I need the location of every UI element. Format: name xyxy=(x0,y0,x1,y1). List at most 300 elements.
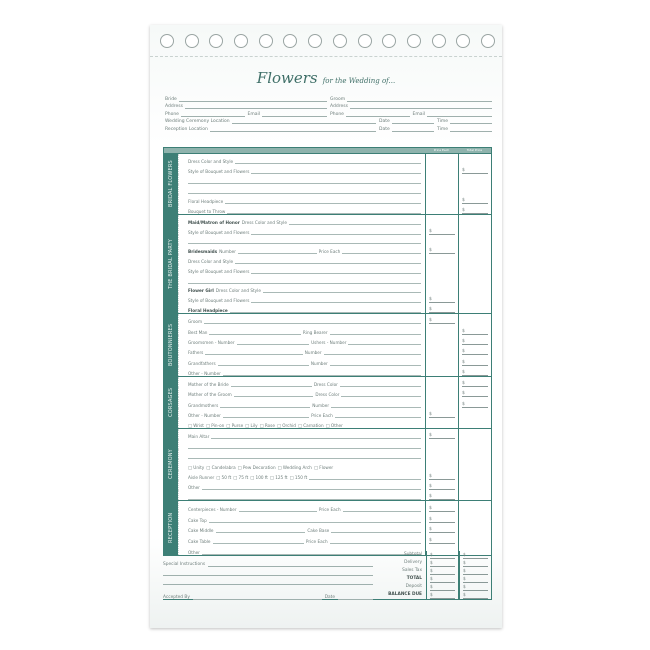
table-row xyxy=(178,194,491,204)
field-label: Style of Bouquet and Flowers xyxy=(188,229,250,235)
row-fields[interactable] xyxy=(178,235,425,245)
table-row xyxy=(178,303,491,313)
input-line[interactable] xyxy=(392,118,434,124)
contact-fields xyxy=(165,94,492,132)
input-line[interactable] xyxy=(163,579,373,585)
amount-field[interactable]: $ xyxy=(463,553,488,559)
checkbox-option[interactable]: □ Orchid xyxy=(276,422,296,428)
total-field[interactable]: $ xyxy=(462,360,488,366)
total-price-cell xyxy=(458,215,491,225)
total-field[interactable]: $ xyxy=(462,349,488,355)
section-rows xyxy=(178,215,491,313)
total-field[interactable]: $ xyxy=(462,208,488,214)
total-price-cell[interactable] xyxy=(458,194,491,204)
field-label: Reception Location xyxy=(165,126,208,132)
price-field[interactable]: $ xyxy=(429,433,455,439)
total-price-cell xyxy=(458,418,491,428)
header-field[interactable] xyxy=(437,126,492,132)
section-bridal-flowers xyxy=(164,153,491,214)
amount-cell[interactable] xyxy=(426,583,459,591)
row-fields[interactable] xyxy=(178,194,425,204)
total-field[interactable]: $ xyxy=(462,402,488,408)
amount-field[interactable]: $ xyxy=(430,553,455,559)
total-price-cell[interactable] xyxy=(458,164,491,174)
input-line[interactable] xyxy=(163,570,373,576)
row-fields[interactable] xyxy=(178,449,425,459)
table-row xyxy=(178,264,491,274)
total-price-cell xyxy=(458,235,491,245)
amount-field[interactable]: $ xyxy=(463,585,488,591)
price-field[interactable]: $ xyxy=(429,318,455,324)
binder-hole-icon xyxy=(185,34,199,48)
special-instructions-field[interactable] xyxy=(163,561,373,567)
row-heading: Floral Headpiece xyxy=(188,307,228,313)
price-each-cell xyxy=(425,204,458,214)
field-label: Number xyxy=(310,360,328,366)
amount-cell[interactable] xyxy=(426,567,459,575)
price-field[interactable]: $ xyxy=(429,494,455,500)
field-label: Wedding Ceremony Location xyxy=(165,119,230,124)
total-price-cell xyxy=(458,490,491,500)
price-field[interactable]: $ xyxy=(429,506,455,512)
total-field[interactable]: $ xyxy=(462,339,488,345)
amount-field[interactable]: $ xyxy=(430,569,455,575)
price-each-cell[interactable] xyxy=(425,408,458,418)
row-fields[interactable] xyxy=(178,490,425,500)
table-row xyxy=(178,480,491,490)
total-field[interactable]: $ xyxy=(462,370,488,376)
input-line[interactable] xyxy=(262,111,327,117)
row-fields[interactable] xyxy=(178,204,425,214)
price-each-cell xyxy=(425,264,458,274)
binder-hole-icon xyxy=(209,34,223,48)
field-label: Other xyxy=(188,484,200,490)
field-label: Dress Color and Style xyxy=(188,159,234,164)
price-each-cell xyxy=(425,355,458,365)
field-label: Other - Number xyxy=(188,412,221,418)
table-row xyxy=(178,154,491,164)
amount-cell[interactable] xyxy=(426,575,459,583)
input-line[interactable] xyxy=(210,126,376,132)
row-fields[interactable] xyxy=(178,174,425,184)
price-each-cell xyxy=(425,284,458,294)
amount-field[interactable]: $ xyxy=(463,561,488,567)
table-row xyxy=(178,523,491,534)
checkbox-option[interactable]: □ 75 ft xyxy=(233,474,249,480)
amount-cell[interactable] xyxy=(459,559,492,567)
total-price-cell[interactable] xyxy=(458,377,491,387)
checkbox-option[interactable]: □ Purse xyxy=(226,422,244,428)
row-fields[interactable] xyxy=(178,225,425,235)
table-row xyxy=(178,204,491,214)
table-row xyxy=(178,184,491,194)
row-fields[interactable] xyxy=(178,335,425,345)
checkbox-option[interactable]: □ Lily xyxy=(245,422,258,428)
field-label: Bride xyxy=(165,96,177,102)
row-fields[interactable] xyxy=(178,355,425,365)
price-each-cell xyxy=(425,345,458,355)
header-field[interactable] xyxy=(165,96,327,102)
field-label: Groomsmen - Number xyxy=(188,339,235,345)
amount-field[interactable]: $ xyxy=(430,585,455,591)
amount-field[interactable]: $ xyxy=(463,569,488,575)
input-line[interactable] xyxy=(346,111,410,117)
price-each-cell xyxy=(425,418,458,428)
section-reception xyxy=(164,500,491,555)
field-label: Grandfathers xyxy=(188,360,216,366)
checkbox-option[interactable]: □ Unity xyxy=(188,464,205,470)
total-price-cell xyxy=(458,284,491,294)
row-fields[interactable] xyxy=(178,377,425,387)
row-fields[interactable] xyxy=(178,274,425,284)
price-field[interactable]: $ xyxy=(429,474,455,480)
section-label: CORSAGES xyxy=(164,377,178,428)
row-fields[interactable] xyxy=(178,164,425,174)
field-label: Price Each xyxy=(305,539,328,545)
row-fields[interactable] xyxy=(178,303,425,313)
header-field[interactable] xyxy=(330,96,492,102)
field-label: Other xyxy=(188,549,200,555)
field-label: Style of Bouquet and Flowers xyxy=(188,268,250,274)
totals-label: Sales Tax xyxy=(402,568,422,573)
row-heading: Bridesmaids xyxy=(188,249,218,255)
row-fields[interactable] xyxy=(178,254,425,264)
price-each-cell xyxy=(425,387,458,397)
price-field[interactable]: $ xyxy=(429,248,455,254)
title-main: Flowers xyxy=(256,69,318,87)
checkbox-option[interactable]: □ Rose xyxy=(259,422,275,428)
field-label: Price Each xyxy=(311,412,333,418)
input-line[interactable] xyxy=(208,561,373,567)
header-row xyxy=(165,124,492,132)
row-fields[interactable] xyxy=(178,439,425,449)
amount-cell[interactable] xyxy=(459,551,492,559)
price-each-cell[interactable] xyxy=(425,480,458,490)
total-price-cell xyxy=(458,293,491,303)
binder-hole-icon xyxy=(407,34,421,48)
amount-field[interactable]: $ xyxy=(430,561,455,567)
row-fields[interactable] xyxy=(178,215,425,225)
table-row xyxy=(178,377,491,387)
checkbox-option[interactable]: □ 125 ft xyxy=(269,474,288,480)
total-price-cell xyxy=(458,459,491,469)
header-field[interactable] xyxy=(330,103,492,109)
section-the-bridal-party xyxy=(164,214,491,313)
price-each-cell[interactable] xyxy=(425,512,458,523)
price-each-cell[interactable] xyxy=(425,314,458,324)
amount-cell[interactable] xyxy=(426,559,459,567)
checkbox-option[interactable]: □ 50 ft xyxy=(216,474,232,480)
total-field[interactable]: $ xyxy=(462,329,488,335)
amount-cell[interactable] xyxy=(426,591,459,599)
price-each-cell[interactable] xyxy=(425,501,458,512)
row-fields[interactable] xyxy=(178,429,425,439)
row-fields[interactable] xyxy=(178,470,425,480)
total-price-cell xyxy=(458,174,491,184)
total-price-cell xyxy=(458,154,491,164)
header-field[interactable] xyxy=(165,111,245,117)
checkbox-option[interactable]: □ Wrist xyxy=(188,422,204,428)
total-price-cell xyxy=(458,274,491,284)
price-field[interactable]: $ xyxy=(429,484,455,490)
table-row xyxy=(178,284,491,294)
total-price-cell xyxy=(458,470,491,480)
header-field[interactable] xyxy=(248,111,328,117)
price-field[interactable]: $ xyxy=(429,527,455,533)
field-label: Cake Middle xyxy=(188,528,214,534)
total-price-cell[interactable] xyxy=(458,397,491,407)
section-label: RECEPTION xyxy=(164,501,178,555)
field-label: Grandmothers xyxy=(188,402,219,408)
price-each-cell[interactable] xyxy=(425,303,458,313)
amount-field[interactable]: $ xyxy=(430,577,455,583)
input-line[interactable] xyxy=(450,118,492,124)
field-label: Best Man xyxy=(188,329,208,335)
accepted-by-field[interactable] xyxy=(163,594,373,600)
field-label: Dress Color and Style xyxy=(215,288,261,294)
row-fields[interactable] xyxy=(178,387,425,397)
row-fields[interactable] xyxy=(178,244,425,254)
row-fields[interactable] xyxy=(178,523,425,534)
special-instructions-line-2[interactable] xyxy=(163,570,373,576)
binder-hole-icon xyxy=(432,34,446,48)
price-field[interactable]: $ xyxy=(429,297,455,303)
input-line[interactable] xyxy=(227,208,421,214)
column-total-price: Total Price xyxy=(466,148,483,152)
field-label: Fathers xyxy=(188,350,204,356)
checkbox-option[interactable]: □ Candelabra xyxy=(206,464,236,470)
field-label: Mother of the Groom xyxy=(188,392,232,398)
total-field[interactable]: $ xyxy=(462,198,488,204)
table-row xyxy=(178,459,491,469)
price-each-cell[interactable] xyxy=(425,244,458,254)
total-price-cell xyxy=(458,533,491,544)
total-price-cell[interactable] xyxy=(458,355,491,365)
checkbox-option[interactable]: □ Carnation xyxy=(297,422,324,428)
section-corsages xyxy=(164,376,491,428)
amount-cell[interactable] xyxy=(426,551,459,559)
checkbox-option[interactable]: □ Wedding Arch xyxy=(277,464,312,470)
row-fields[interactable] xyxy=(178,480,425,490)
section-rows xyxy=(178,154,491,214)
total-price-cell xyxy=(458,439,491,449)
row-fields[interactable] xyxy=(178,345,425,355)
totals-label: TOTAL xyxy=(406,576,422,581)
table-row xyxy=(178,164,491,174)
input-line[interactable] xyxy=(179,96,327,102)
total-price-cell[interactable] xyxy=(458,387,491,397)
field-label: Phone xyxy=(165,111,179,117)
table-row xyxy=(178,439,491,449)
checkbox-option[interactable]: □ 100 ft xyxy=(250,474,268,480)
field-label: Bouquet to Throw xyxy=(188,209,226,214)
total-price-cell[interactable] xyxy=(458,366,491,376)
header-field[interactable] xyxy=(379,118,434,124)
row-fields[interactable] xyxy=(178,314,425,324)
header-field[interactable] xyxy=(165,103,327,109)
input-line[interactable] xyxy=(450,126,492,132)
checkbox-option[interactable]: □ 150 ft xyxy=(289,474,308,480)
row-fields[interactable] xyxy=(178,264,425,274)
price-field[interactable]: $ xyxy=(429,229,455,235)
binder-hole-icon xyxy=(160,34,174,48)
table-row xyxy=(178,429,491,439)
total-price-cell xyxy=(458,512,491,523)
header-field[interactable] xyxy=(379,126,434,132)
total-field[interactable]: $ xyxy=(462,168,488,174)
checkbox-option[interactable]: □ Flower xyxy=(313,464,334,470)
title-sub: for the Wedding of... xyxy=(322,77,396,85)
total-price-cell[interactable] xyxy=(458,345,491,355)
field-label: Address xyxy=(165,104,183,109)
price-each-cell[interactable] xyxy=(425,470,458,480)
section-label: BOUTONNIERES xyxy=(164,314,178,376)
price-each-cell[interactable] xyxy=(425,490,458,500)
input-line[interactable] xyxy=(223,370,421,376)
amount-cell[interactable] xyxy=(459,583,492,591)
checkbox-option[interactable]: □ Other xyxy=(325,422,343,428)
price-each-cell xyxy=(425,274,458,284)
price-each-cell xyxy=(425,324,458,334)
row-fields[interactable] xyxy=(178,418,425,428)
input-line[interactable] xyxy=(232,118,376,124)
field-label: Ring Bearer xyxy=(302,329,328,335)
checkbox-option[interactable]: □ Pew Decoration xyxy=(237,464,276,470)
total-field[interactable]: $ xyxy=(462,391,488,397)
total-price-cell[interactable] xyxy=(458,204,491,214)
binder-hole-icon xyxy=(358,34,372,48)
table-row xyxy=(178,324,491,334)
row-fields[interactable] xyxy=(178,284,425,294)
total-price-cell xyxy=(458,449,491,459)
table-row xyxy=(178,418,491,428)
row-fields[interactable] xyxy=(178,408,425,418)
section-rows xyxy=(178,377,491,428)
price-each-cell[interactable] xyxy=(425,293,458,303)
header-field[interactable] xyxy=(437,118,492,124)
special-instructions-line-3[interactable] xyxy=(163,579,373,585)
header-field[interactable] xyxy=(165,126,376,132)
table-row xyxy=(178,397,491,407)
totals-label: Subtotal xyxy=(403,552,422,557)
price-each-cell[interactable] xyxy=(425,429,458,439)
row-fields[interactable] xyxy=(178,397,425,407)
amount-cell[interactable] xyxy=(459,591,492,599)
header-field[interactable] xyxy=(165,118,376,124)
table-row xyxy=(178,408,491,418)
input-line[interactable] xyxy=(347,96,492,102)
row-fields[interactable] xyxy=(178,154,425,164)
field-label: Time xyxy=(437,126,449,132)
section-rows xyxy=(178,501,491,555)
binder-hole-icon xyxy=(382,34,396,48)
price-each-cell xyxy=(425,254,458,264)
date-label: Date xyxy=(324,595,335,600)
price-each-cell xyxy=(425,397,458,407)
price-each-cell[interactable] xyxy=(425,533,458,544)
field-label: Dress Color xyxy=(315,392,340,398)
total-price-cell xyxy=(458,303,491,313)
input-line[interactable] xyxy=(338,594,373,600)
row-fields[interactable] xyxy=(178,324,425,334)
price-each-cell[interactable] xyxy=(425,225,458,235)
table-row xyxy=(178,215,491,225)
table-row xyxy=(178,387,491,397)
field-label: Style of Bouquet and Flowers xyxy=(188,298,250,304)
amount-field[interactable]: $ xyxy=(430,593,455,599)
price-field[interactable]: $ xyxy=(429,538,455,544)
field-label: Phone xyxy=(330,111,344,117)
checkbox-option[interactable]: □ Pin-on xyxy=(205,422,225,428)
table-row xyxy=(178,490,491,500)
binder-holes xyxy=(160,34,495,48)
input-line[interactable] xyxy=(181,111,245,117)
price-each-cell xyxy=(425,184,458,194)
table-row xyxy=(178,366,491,376)
row-fields[interactable] xyxy=(178,533,425,544)
total-price-cell xyxy=(458,225,491,235)
amount-cell[interactable] xyxy=(459,567,492,575)
header-field[interactable] xyxy=(413,111,493,117)
header-row xyxy=(165,102,492,110)
field-label: Dress Color and Style xyxy=(188,258,234,264)
price-each-cell[interactable] xyxy=(425,523,458,534)
form-title xyxy=(150,68,502,87)
total-price-cell[interactable] xyxy=(458,335,491,345)
price-field[interactable]: $ xyxy=(429,412,455,418)
total-price-cell[interactable] xyxy=(458,324,491,334)
row-fields[interactable] xyxy=(178,512,425,523)
row-fields[interactable] xyxy=(178,366,425,376)
input-line[interactable] xyxy=(188,494,421,500)
field-label: Floral Headpiece xyxy=(188,199,224,204)
input-line[interactable] xyxy=(427,111,492,117)
field-label: Style of Bouquet and Flowers xyxy=(188,169,250,174)
field-label: Cake Top xyxy=(188,517,207,523)
field-label: Number xyxy=(312,402,330,408)
row-fields[interactable] xyxy=(178,184,425,194)
binder-hole-icon xyxy=(333,34,347,48)
totals-label: Deposit xyxy=(405,584,422,589)
binder-hole-icon xyxy=(234,34,248,48)
total-price-cell xyxy=(458,408,491,418)
total-price-cell xyxy=(458,244,491,254)
table-row xyxy=(178,314,491,324)
table-row xyxy=(178,449,491,459)
amount-field[interactable]: $ xyxy=(463,577,488,583)
row-fields[interactable] xyxy=(178,293,425,303)
binder-hole-icon xyxy=(259,34,273,48)
price-field[interactable]: $ xyxy=(429,517,455,523)
input-line[interactable] xyxy=(230,307,421,313)
input-line[interactable] xyxy=(193,594,322,600)
input-line[interactable] xyxy=(185,103,327,109)
special-instructions-label: Special Instructions xyxy=(163,562,206,567)
row-fields[interactable] xyxy=(178,459,425,469)
table-row xyxy=(178,345,491,355)
total-price-cell xyxy=(458,523,491,534)
field-label: Centerpieces - Number xyxy=(188,506,237,512)
price-each-cell xyxy=(425,366,458,376)
amount-field[interactable]: $ xyxy=(463,593,488,599)
total-field[interactable]: $ xyxy=(462,381,488,387)
input-line[interactable] xyxy=(392,126,434,132)
row-fields[interactable] xyxy=(178,501,425,512)
input-line[interactable] xyxy=(350,103,492,109)
price-field[interactable]: $ xyxy=(429,307,455,313)
amount-cell[interactable] xyxy=(459,575,492,583)
header-field[interactable] xyxy=(330,111,410,117)
